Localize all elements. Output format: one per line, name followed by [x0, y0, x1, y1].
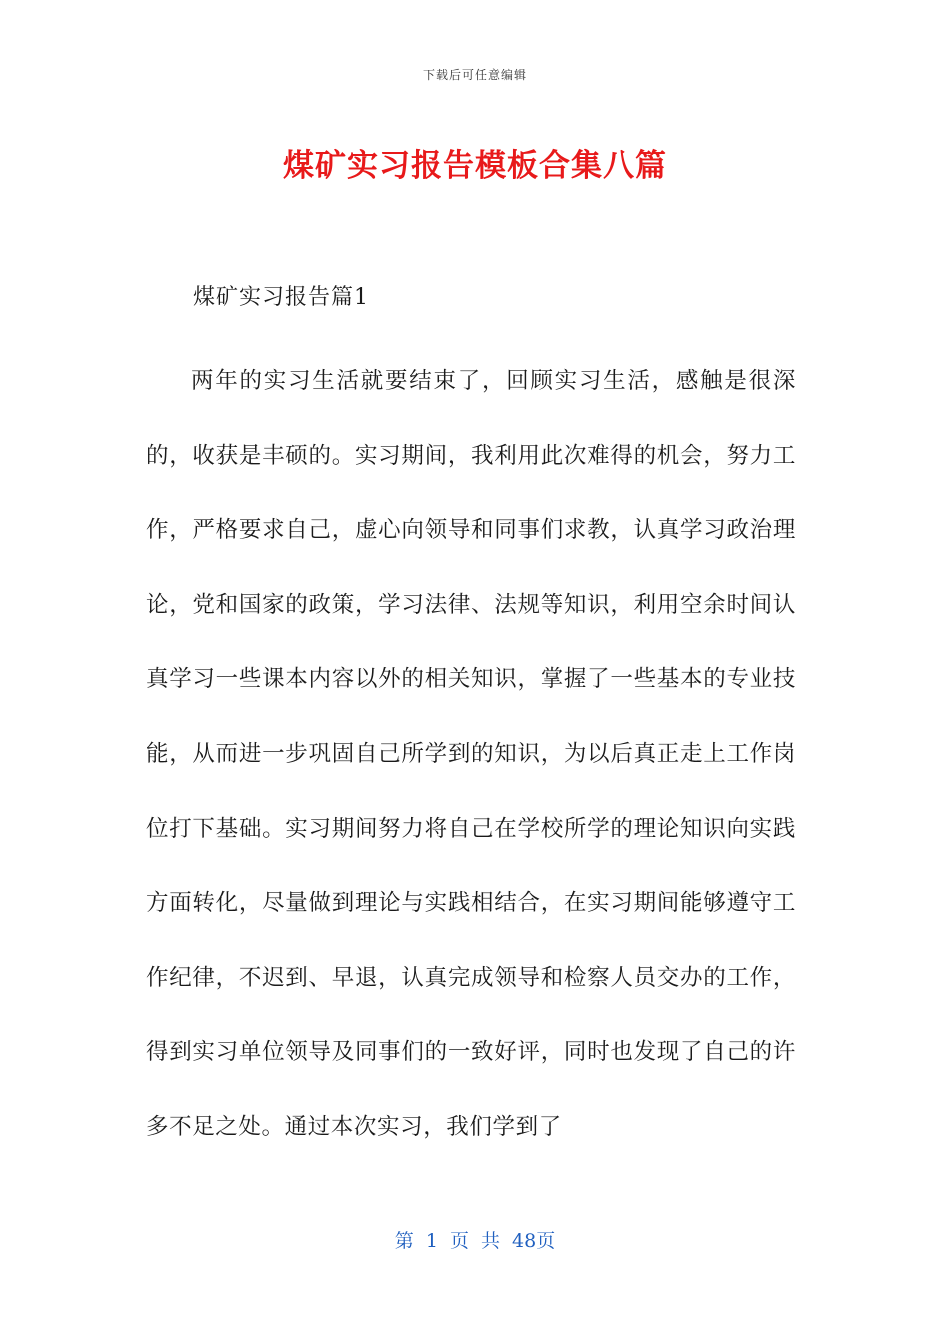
document-title: 煤矿实习报告模板合集八篇 — [283, 148, 667, 184]
page-header-note: 下载后可任意编辑 — [422, 68, 527, 82]
section-heading: 煤矿实习报告篇1 — [193, 285, 369, 310]
page-number-footer: 第 1 页 共 48页 — [394, 1230, 556, 1252]
body-paragraph: 两年的实习生活就要结束了，回顾实习生活，感触是很深的，收获是丰硕的。实习期间，我利用此次难得的机会，努力工作，严格要求自己，虚心向领导和同事们求教，认真学习政治理论，党和国家的政策，学习法律、法规等知识，利用空余时间认真学习一些课本内容以外的相关知识，掌握了一些基本的专业技能，从而进一步巩固自己所学到的知识，为以后真正走上工作岗位打下基础。实习期间努力将自己在学校所学的理论知识向实践方面转化，尽量做到理论与实践相结合，在实习期间能够遵守工作纪律，不迟到、早退，认真完成领导和检察人员交办的工作，得到实习单位领导及同事们的一致好评，同时也发现了自己的许多不足之处。通过本次实习，我们学到了 — [146, 368, 796, 1140]
